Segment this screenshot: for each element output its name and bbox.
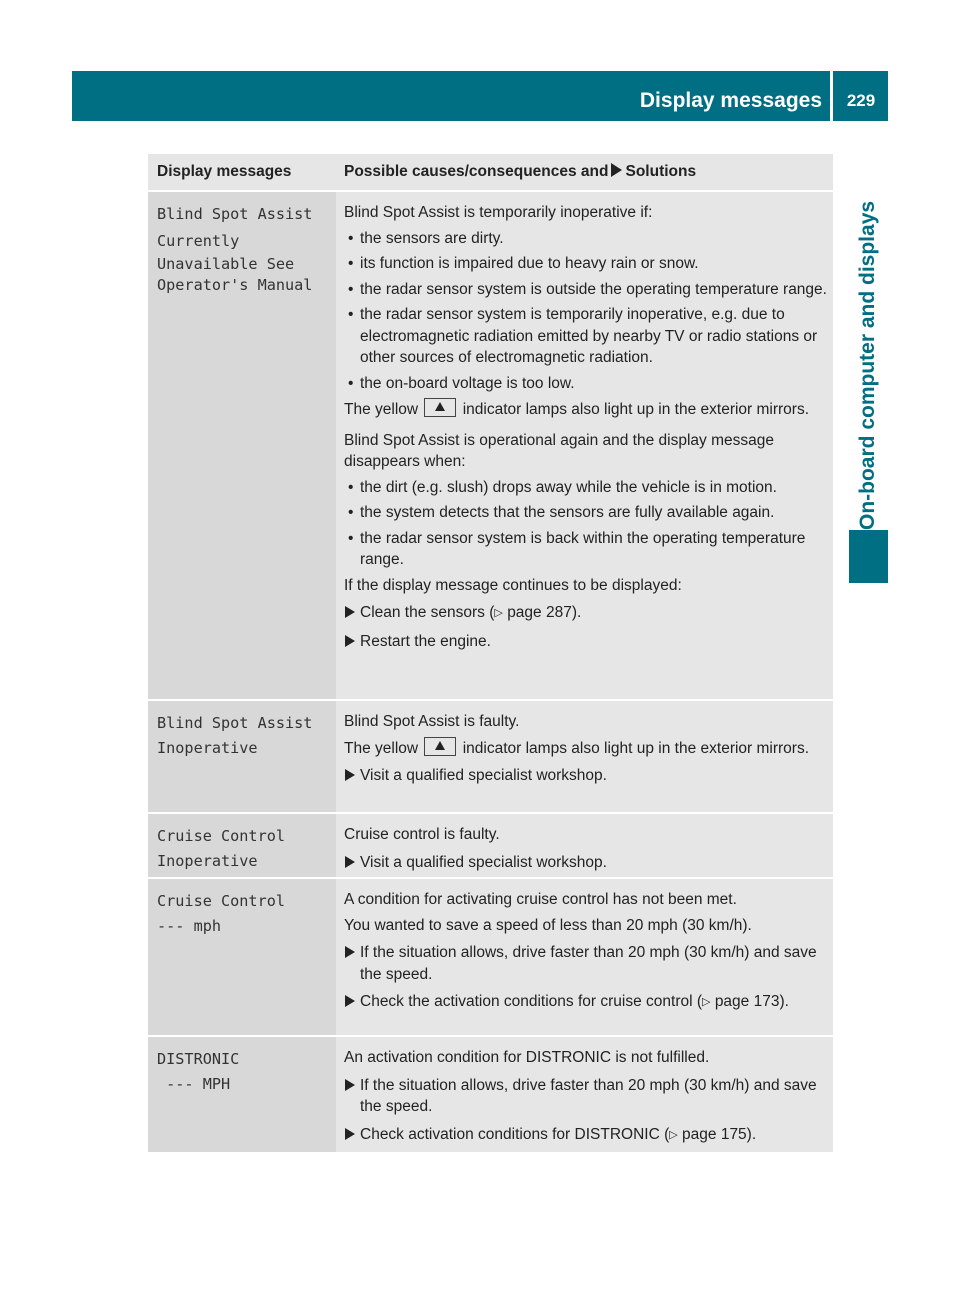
list-item: • the radar sensor system is back within the operating temperature range. — [344, 528, 827, 571]
display-message-cell: Cruise Control Inoperative — [148, 814, 336, 877]
list-item: • the sensors are dirty. — [344, 228, 827, 250]
col-header-display-messages: Display messages — [157, 163, 292, 180]
step-arrow-icon — [345, 606, 355, 618]
side-tab-block — [849, 530, 888, 583]
table-row — [148, 701, 833, 814]
table-row — [148, 1037, 833, 1152]
list-item: • the on-board voltage is too low. — [344, 373, 827, 395]
causes-cell: Blind Spot Assist is faulty. The yellow indicator lamps also light up in the exterior mirrors. Visit a qualified specialist workshop. — [336, 701, 833, 812]
list-item: • its function is impaired due to heavy rain or snow. — [344, 253, 827, 275]
col-header-causes: Possible causes/consequences and Solutions — [344, 163, 697, 180]
causes-cell: Cruise control is faulty. Visit a qualified specialist workshop. — [336, 814, 833, 877]
list-item: • the radar sensor system is temporarily inoperative, e.g. due to electromagnetic radiation emitted by nearby TV or radio stations or other sources of electromagnetic radiation. — [344, 304, 827, 369]
step-arrow-icon — [345, 946, 355, 958]
step-arrow-icon — [345, 995, 355, 1007]
header-divider — [830, 71, 833, 121]
step-arrow-icon — [345, 769, 355, 781]
step-arrow-icon — [345, 635, 355, 647]
causes-cell: Blind Spot Assist is temporarily inoperative if: • the sensors are dirty. • its function is impaired due to heavy rain or snow. • the radar sensor system is outside the operating temperature range. • the radar sensor system is temporarily inoperative, e.g. due to electromagnetic radiation emitted by nearby TV or radio stations or other sources of electromagnetic radiation. • the on-board voltage is too low. The yellow indicator lamps also light up in the exterior mirrors. Blind Spot Assist is operational again and the display message disappears when: • the dirt (e.g. slush) drops away while the vehicle is in motion. • the system detects that the sensors are fully available again. • the radar sensor system is back within the operating temperature range. If the display message continues to be displayed: Clean the sensors (▷ page 287). Restart the engine. — [336, 192, 833, 699]
page-reference-icon: ▷ — [494, 607, 503, 619]
page-number: 229 — [846, 91, 876, 110]
page-title: Display messages — [639, 89, 822, 112]
instruction-step: Restart the engine. — [344, 631, 827, 653]
table-row — [148, 192, 833, 701]
display-messages-table — [148, 154, 833, 1152]
page-reference-icon: ▷ — [669, 1128, 678, 1141]
chapter-side-tab: On-board computer and displays — [856, 200, 879, 530]
step-arrow-icon — [345, 1128, 355, 1140]
list-item: • the system detects that the sensors are fully available again. — [344, 502, 827, 524]
table-header-row — [148, 154, 833, 192]
step-arrow-icon — [345, 856, 355, 868]
arrow-right-icon — [611, 163, 622, 177]
display-message-cell: Blind Spot Assist Inoperative — [148, 701, 336, 812]
display-message-cell: DISTRONIC --- MPH — [148, 1037, 336, 1152]
blind-spot-warning-lamp-icon — [424, 737, 456, 756]
instruction-step: Visit a qualified specialist workshop. — [344, 765, 827, 787]
instruction-step: Check the activation conditions for cruise control (▷ page 173). — [344, 991, 827, 1014]
instruction-step: Visit a qualified specialist workshop. — [344, 852, 827, 874]
table-row — [148, 814, 833, 879]
instruction-step: If the situation allows, drive faster than 20 mph (30 km/h) and save the speed. — [344, 1075, 827, 1118]
list-item: • the dirt (e.g. slush) drops away while the vehicle is in motion. — [344, 477, 827, 499]
instruction-step: Check activation conditions for DISTRONIC (▷ page 175). — [344, 1124, 827, 1147]
display-message-cell: Cruise Control --- mph — [148, 879, 336, 1035]
causes-cell: An activation condition for DISTRONIC is not fulfilled. If the situation allows, drive faster than 20 mph (30 km/h) and save the speed. Check activation conditions for DISTRONIC (▷ page 175). — [336, 1037, 833, 1152]
display-message-cell: Blind Spot Assist Currently Unavailable See Operator's Manual — [148, 192, 336, 699]
causes-cell: A condition for activating cruise control has not been met. You wanted to save a speed of less than 20 mph (30 km/h). If the situation allows, drive faster than 20 mph (30 km/h) and save the speed. Check the activation conditions for cruise control (▷ page 173). — [336, 879, 833, 1035]
instruction-step: Clean the sensors (▷ page 287). — [344, 602, 827, 625]
page-reference-icon: ▷ — [702, 996, 711, 1008]
blind-spot-warning-lamp-icon — [424, 398, 456, 417]
instruction-step: If the situation allows, drive faster than 20 mph (30 km/h) and save the speed. — [344, 942, 827, 985]
step-arrow-icon — [345, 1079, 355, 1091]
table-row — [148, 879, 833, 1037]
list-item: • the radar sensor system is outside the operating temperature range. — [344, 279, 827, 301]
